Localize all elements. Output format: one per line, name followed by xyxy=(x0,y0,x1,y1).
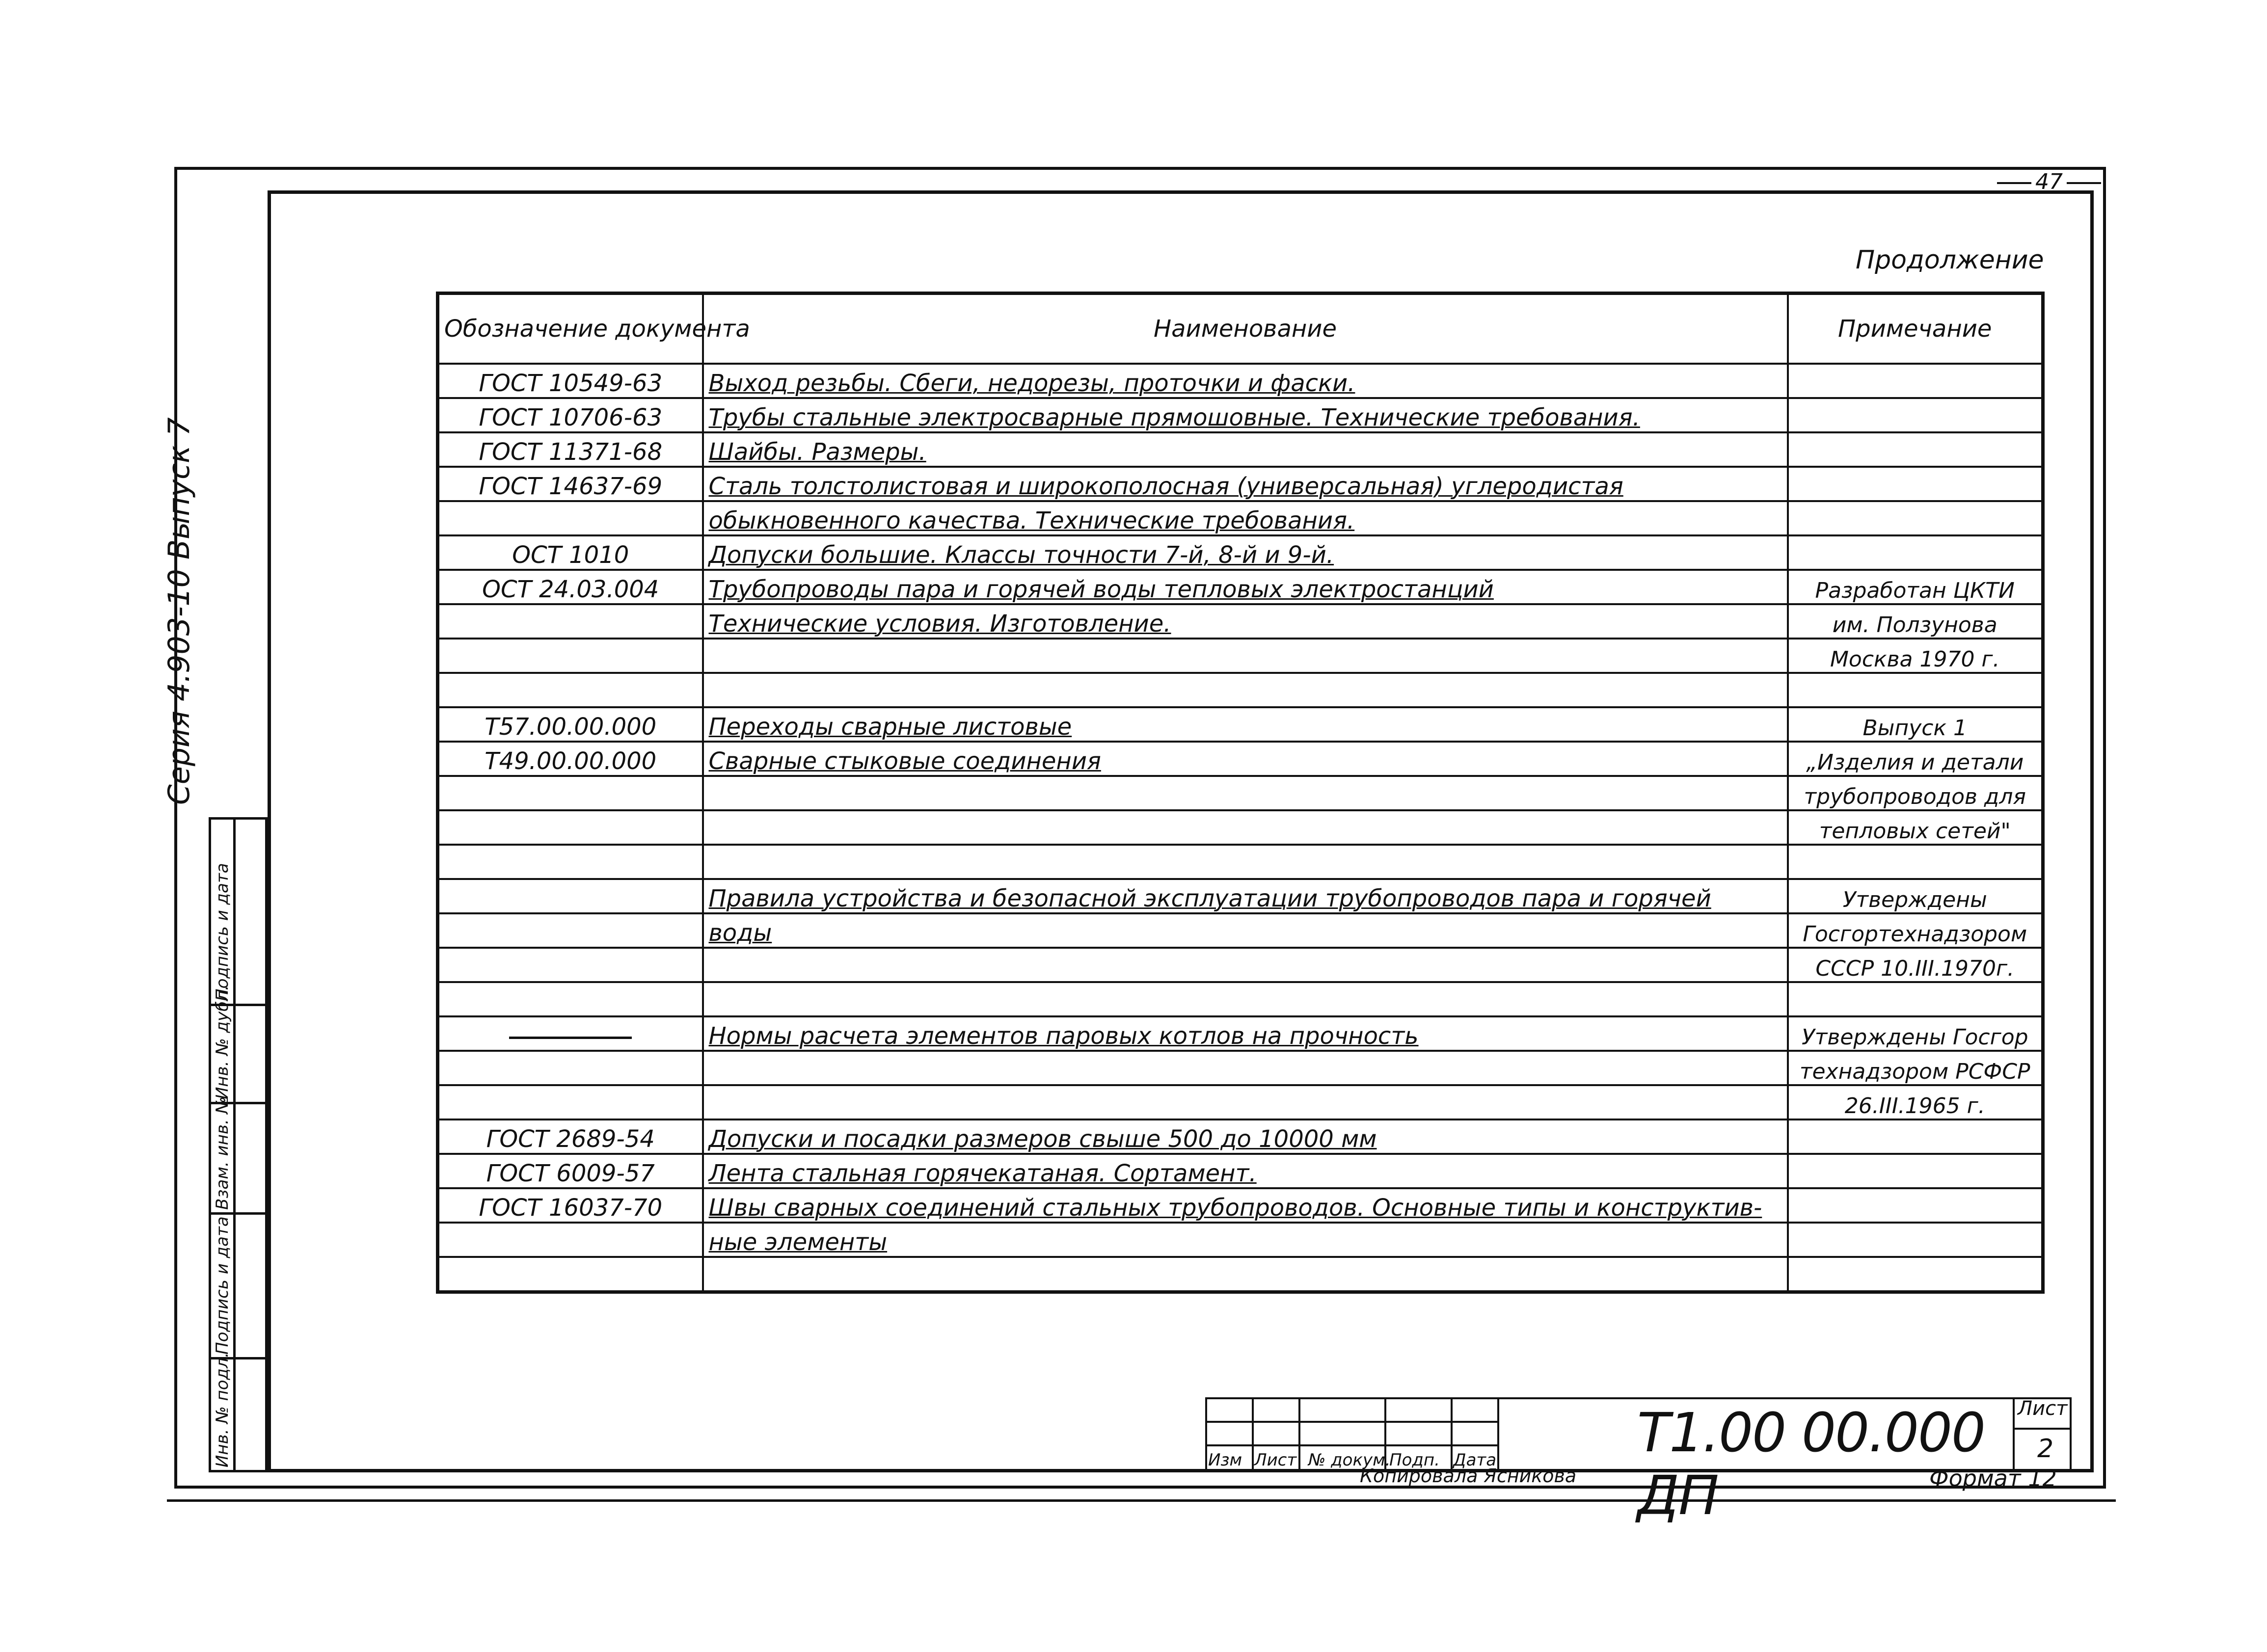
side-stamp-divider xyxy=(209,1470,268,1472)
table-row xyxy=(438,1119,2043,1154)
cell-name xyxy=(703,1119,1788,1154)
cell-note xyxy=(1788,467,2043,501)
cell-name xyxy=(703,913,1788,948)
cell-text: Выпуск 1 xyxy=(1862,716,1967,741)
table-row xyxy=(438,1188,2043,1223)
cell-text: трубопроводов для xyxy=(1804,784,2026,809)
cell-text: Технические условия. Изготовление. xyxy=(708,610,1171,638)
stamp-label-signature-date-2: Подпись и дата xyxy=(213,863,232,1001)
table-row xyxy=(438,1257,2043,1292)
cell-doc xyxy=(438,432,703,467)
cell-note xyxy=(1788,570,2043,604)
cell-text: Нормы расчета элементов паровых котлов на прочность xyxy=(708,1022,1419,1050)
cell-doc xyxy=(438,948,703,982)
cell-text: Госгортехнадзором xyxy=(1803,922,2027,947)
cell-text: Т49.00.00.000 xyxy=(485,747,657,775)
cell-text: Правила устройства и безопасной эксплуатации трубопроводов пара и горячей xyxy=(708,885,1711,912)
cell-doc xyxy=(438,1188,703,1223)
side-stamp xyxy=(209,817,268,1472)
table-row xyxy=(438,776,2043,810)
cell-name xyxy=(703,501,1788,535)
cell-name xyxy=(703,364,1788,398)
table-row xyxy=(438,707,2043,742)
cell-name xyxy=(703,810,1788,845)
cell-name xyxy=(703,1016,1788,1051)
cell-text: Сварные стыковые соединения xyxy=(708,747,1101,775)
cell-text: СССР 10.III.1970г. xyxy=(1815,956,2015,981)
cell-name xyxy=(703,1085,1788,1119)
cell-name xyxy=(703,982,1788,1016)
cell-name xyxy=(703,1188,1788,1223)
cell-text: тепловых сетей" xyxy=(1819,819,2011,844)
cell-note xyxy=(1788,1154,2043,1188)
page-number: 47 xyxy=(1993,169,2105,194)
cell-doc xyxy=(438,776,703,810)
table-row xyxy=(438,501,2043,535)
cell-text: обыкновенного качества. Технические требования. xyxy=(708,507,1355,534)
series-label: Серия 4.903-10 Выпуск 7 xyxy=(162,417,196,805)
cell-doc xyxy=(438,707,703,742)
table-row xyxy=(438,398,2043,432)
cell-note xyxy=(1788,948,2043,982)
cell-name xyxy=(703,1154,1788,1188)
cell-name xyxy=(703,535,1788,570)
cell-text: ГОСТ 10706-63 xyxy=(479,404,663,431)
cell-text: Утверждены xyxy=(1842,887,1987,912)
cell-text: ГОСТ 11371-68 xyxy=(479,438,663,466)
cell-doc xyxy=(438,535,703,570)
tb-head-sheet: Лист xyxy=(1254,1450,1297,1470)
cell-note xyxy=(1788,432,2043,467)
cell-doc xyxy=(438,810,703,845)
cell-note xyxy=(1788,1257,2043,1292)
cell-name xyxy=(703,398,1788,432)
sheet-number: 2 xyxy=(2037,1434,2054,1464)
cell-doc xyxy=(438,1154,703,1188)
cell-doc xyxy=(438,639,703,673)
cell-name xyxy=(703,604,1788,639)
cell-text: Лента стальная горячекатаная. Сортамент. xyxy=(708,1160,1257,1187)
cell-note xyxy=(1788,1223,2043,1257)
table-row xyxy=(438,364,2043,398)
cell-text: Швы сварных соединений стальных трубопроводов. Основные типы и конструктив- xyxy=(708,1194,1762,1222)
cell-text: воды xyxy=(708,919,772,947)
cell-doc xyxy=(438,913,703,948)
header-name: Наименование xyxy=(703,293,1788,364)
cell-note xyxy=(1788,742,2043,776)
cell-text: Т57.00.00.000 xyxy=(485,713,657,741)
stamp-label-dup-inv: Инв. № дубл. xyxy=(213,985,232,1099)
cell-note xyxy=(1788,1016,2043,1051)
sheet-label: Лист xyxy=(2018,1397,2068,1420)
cell-note xyxy=(1788,364,2043,398)
cell-name xyxy=(703,845,1788,879)
cell-note xyxy=(1788,535,2043,570)
cell-note xyxy=(1788,1188,2043,1223)
table-row xyxy=(438,879,2043,913)
cell-text: Выход резьбы. Сбеги, недорезы, проточки и фаски. xyxy=(708,370,1355,397)
header-note: Примечание xyxy=(1788,293,2043,364)
table-body xyxy=(438,364,2043,1292)
stamp-label-inv-orig: Инв. № подл. xyxy=(213,1352,232,1467)
cell-note xyxy=(1788,776,2043,810)
table-row xyxy=(438,913,2043,948)
cell-text: Утверждены Госгор xyxy=(1801,1025,2028,1050)
table-row xyxy=(438,432,2043,467)
copied-by: Копировала Ясникова xyxy=(1360,1465,1577,1487)
table-row xyxy=(438,1051,2043,1085)
cell-doc xyxy=(438,1051,703,1085)
cell-doc xyxy=(438,982,703,1016)
cell-name xyxy=(703,673,1788,707)
table-row xyxy=(438,845,2043,879)
cell-text: ГОСТ 2689-54 xyxy=(486,1125,655,1153)
cell-note xyxy=(1788,1085,2043,1119)
cell-text: ГОСТ 16037-70 xyxy=(479,1194,663,1222)
cell-note xyxy=(1788,1051,2043,1085)
cell-text: ГОСТ 6009-57 xyxy=(486,1160,655,1187)
cell-note xyxy=(1788,398,2043,432)
continuation-label: Продолжение xyxy=(1856,245,2044,275)
cell-text: Допуски и посадки размеров свыше 500 до 10000 мм xyxy=(708,1125,1377,1153)
cell-note xyxy=(1788,501,2043,535)
cell-text: 26.III.1965 г. xyxy=(1844,1093,1985,1119)
stamp-label-signature-date: Подпись и дата xyxy=(213,1216,232,1355)
cell-note xyxy=(1788,913,2043,948)
cell-name xyxy=(703,432,1788,467)
table-row xyxy=(438,639,2043,673)
table-row xyxy=(438,570,2043,604)
tb-head-date: Дата xyxy=(1453,1450,1497,1470)
cell-doc xyxy=(438,398,703,432)
cell-text: Сталь толстолистовая и широкополосная (универсальная) углеродистая xyxy=(708,473,1623,500)
cell-text: технадзором РСФСР xyxy=(1799,1059,2030,1084)
cell-text: ГОСТ 10549-63 xyxy=(479,370,663,397)
table-row xyxy=(438,1154,2043,1188)
table-row xyxy=(438,742,2043,776)
cell-doc xyxy=(438,570,703,604)
cell-note xyxy=(1788,673,2043,707)
table-row xyxy=(438,673,2043,707)
cell-name xyxy=(703,467,1788,501)
table-row xyxy=(438,1016,2043,1051)
cell-text: Допуски большие. Классы точности 7-й, 8-й и 9-й. xyxy=(708,541,1334,569)
cell-name xyxy=(703,948,1788,982)
dash-placeholder xyxy=(509,1037,632,1039)
cell-doc xyxy=(438,604,703,639)
cell-name xyxy=(703,776,1788,810)
cell-name xyxy=(703,879,1788,913)
references-table xyxy=(436,292,2045,1294)
cell-doc xyxy=(438,845,703,879)
cell-text: Разработан ЦКТИ xyxy=(1815,578,2015,603)
cell-doc xyxy=(438,742,703,776)
cell-doc xyxy=(438,673,703,707)
cell-note xyxy=(1788,810,2043,845)
cell-note xyxy=(1788,982,2043,1016)
cell-note xyxy=(1788,604,2043,639)
cell-doc xyxy=(438,1119,703,1154)
cell-doc xyxy=(438,879,703,913)
side-stamp-column xyxy=(236,817,268,1472)
cell-name xyxy=(703,1051,1788,1085)
cell-text: Трубопроводы пара и горячей воды тепловых электростанций xyxy=(708,576,1494,603)
cell-doc xyxy=(438,1085,703,1119)
cell-note xyxy=(1788,1119,2043,1154)
cell-doc xyxy=(438,467,703,501)
table-row xyxy=(438,1085,2043,1119)
cell-text: Трубы стальные электросварные прямошовные. Технические требования. xyxy=(708,404,1640,431)
tb-head-change: Изм xyxy=(1208,1450,1242,1470)
cell-doc xyxy=(438,501,703,535)
table-row xyxy=(438,982,2043,1016)
tb-head-signature: Подп. xyxy=(1389,1450,1440,1470)
cell-doc xyxy=(438,1223,703,1257)
header-doc: Обозначение документа xyxy=(438,293,703,364)
cell-text: ГОСТ 14637-69 xyxy=(479,473,663,500)
cell-note xyxy=(1788,845,2043,879)
cell-text: „Изделия и детали xyxy=(1806,750,2024,775)
cell-text: ОСТ 24.03.004 xyxy=(482,576,659,603)
cell-text: ОСТ 1010 xyxy=(512,541,629,569)
format-label: Формат 12 xyxy=(1929,1465,2057,1492)
table-row xyxy=(438,604,2043,639)
document-code: Т1.00 00.000 ДП xyxy=(1637,1401,1985,1527)
cell-text: ные элементы xyxy=(708,1228,888,1256)
cell-doc xyxy=(438,1016,703,1051)
cell-doc xyxy=(438,364,703,398)
cell-name xyxy=(703,1223,1788,1257)
table-row xyxy=(438,467,2043,501)
cell-name xyxy=(703,639,1788,673)
cell-text: им. Ползунова xyxy=(1832,613,1997,638)
table-row xyxy=(438,948,2043,982)
table-row xyxy=(438,1223,2043,1257)
cell-name xyxy=(703,742,1788,776)
cell-note xyxy=(1788,639,2043,673)
cell-text: Шайбы. Размеры. xyxy=(708,438,926,466)
cell-text: Переходы сварные листовые xyxy=(708,713,1072,741)
table-row xyxy=(438,535,2043,570)
cell-name xyxy=(703,570,1788,604)
cell-note xyxy=(1788,707,2043,742)
cell-text: Москва 1970 г. xyxy=(1830,647,2000,672)
table-header-row xyxy=(438,293,2043,364)
tb-head-doc-number: № докум. xyxy=(1308,1450,1391,1470)
cell-name xyxy=(703,1257,1788,1292)
stamp-label-replaced-inv: Взам. инв. № xyxy=(213,1096,232,1210)
cell-doc xyxy=(438,1257,703,1292)
table-row xyxy=(438,810,2043,845)
cell-name xyxy=(703,707,1788,742)
cell-note xyxy=(1788,879,2043,913)
